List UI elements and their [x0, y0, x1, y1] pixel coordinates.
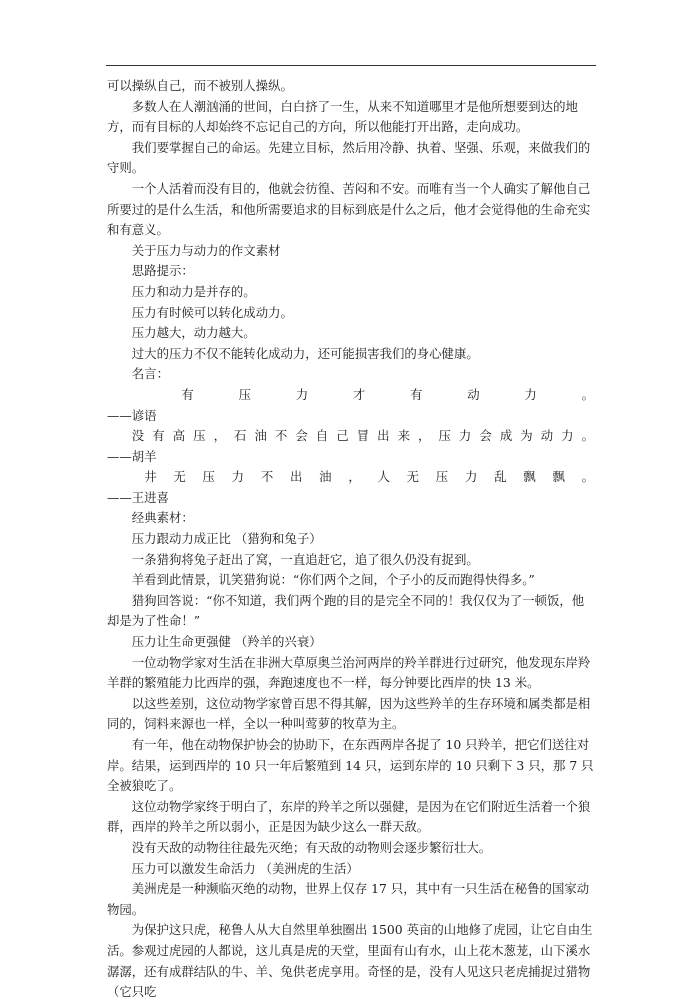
subheading: 名言：	[131, 366, 169, 382]
paragraph: 以这些差别，这位动物学家曾百思不得其解，因为这些羚羊的生存环境和属类都是相同的，饲料来源也一样，全以一种叫莺萝的牧草为主。	[107, 695, 591, 732]
section-heading: 压力让生命更强健 （羚羊的兴衰）	[131, 634, 322, 650]
section-heading: 压力可以激发生命活力 （美洲虎的生活）	[131, 860, 359, 876]
paragraph: 有一年，他在动物保护协会的协助下，在东西两岸各捉了 10 只羚羊，把它们送往对岸。结果，运到西岸的 10 只一年后繁殖到 14 只，运到东岸的 10 只剩下 3 只，那 7 只全被狼吃了。	[107, 737, 594, 794]
quote-text: 有压力才有动力。	[181, 386, 594, 402]
list-item: 压力和动力是并存的。	[131, 283, 256, 299]
list-item: 过大的压力不仅不能转化成动力，还可能损害我们的身心健康。	[131, 345, 479, 361]
quote-text: 井无压力不出油，人无压力乱飘飘。	[144, 469, 594, 485]
header-rule	[106, 65, 596, 66]
paragraph: 为保护这只虎，秘鲁人从大自然里单独圈出 1500 英亩的山地修了虎园，让它自由生活。参观过虎园的人都说，这儿真是虎的天堂，里面有山有水，山上花木葱茏，山下溪水潺潺，还有成群结队的牛、羊、兔供老虎享用。奇怪的是，没有人见这只老虎捕捉过猎物（它只吃	[107, 922, 593, 1000]
paragraph: 没有天敌的动物往往最先灭绝；有天敌的动物则会逐步繁衍壮大。	[131, 839, 492, 855]
quote-source: ——王进喜	[107, 489, 169, 505]
paragraph: 可以操纵自己，而不被别人操纵。	[107, 78, 293, 93]
section-heading: 关于压力与动力的作文素材	[131, 242, 281, 258]
section-heading: 压力跟动力成正比 （猎狗和兔子）	[131, 531, 322, 547]
quote-text: 没有高压，石油不会自己冒出来，压力会成为动力。	[131, 428, 594, 444]
paragraph: 多数人在人潮汹涌的世间，白白挤了一生，从来不知道哪里才是他所想要到达的地方，而有目标的人却始终不忘记自己的方向，所以他能打开出路，走向成功。	[107, 98, 578, 135]
paragraph: 猎狗回答说：“你不知道，我们两个跑的目的是完全不同的！我仅仅为了一顿饭，他却是为了性命！”	[107, 592, 585, 629]
subheading: 经典素材：	[131, 510, 194, 526]
paragraph: 一条猎狗将兔子赶出了窝，一直追赶它，追了很久仍没有捉到。	[131, 551, 479, 567]
paragraph: 我们要掌握自己的命运。先建立目标，然后用冷静、执着、坚强、乐观，来做我们的守则。	[107, 139, 591, 176]
paragraph: 一位动物学家对生活在非洲大草原奥兰治河两岸的羚羊群进行过研究，他发现东岸羚羊群的繁殖能力比西岸的强，奔跑速度也不一样，每分钟要比西岸的快 13 米。	[107, 654, 591, 691]
document-body	[107, 76, 594, 1003]
subheading: 思路提示：	[131, 263, 194, 279]
paragraph: 美洲虎是一种濒临灭绝的动物，世界上仅存 17 只，其中有一只生活在秘鲁的国家动物园。	[107, 881, 590, 917]
quote-source: ——谚语	[107, 407, 157, 423]
list-item: 压力有时候可以转化成动力。	[131, 304, 293, 320]
paragraph: 这位动物学家终于明白了，东岸的羚羊之所以强健，是因为在它们附近生活着一个狼群，西岸的羚羊之所以弱小，正是因为缺少这么一群天敌。	[107, 798, 591, 835]
paragraph: 一个人活着而没有目的，他就会彷徨、苦闷和不安。而唯有当一个人确实了解他自己所要过的是什么生活，和他所需要追求的目标到底是什么之后，他才会觉得他的生命充实和有意义。	[107, 180, 591, 238]
paragraph: 羊看到此情景，讥笑猎狗说：“你们两个之间，个子小的反而跑得快得多。”	[131, 572, 535, 588]
quote-source: ——胡羊	[107, 448, 157, 464]
list-item: 压力越大，动力越大。	[131, 325, 256, 341]
